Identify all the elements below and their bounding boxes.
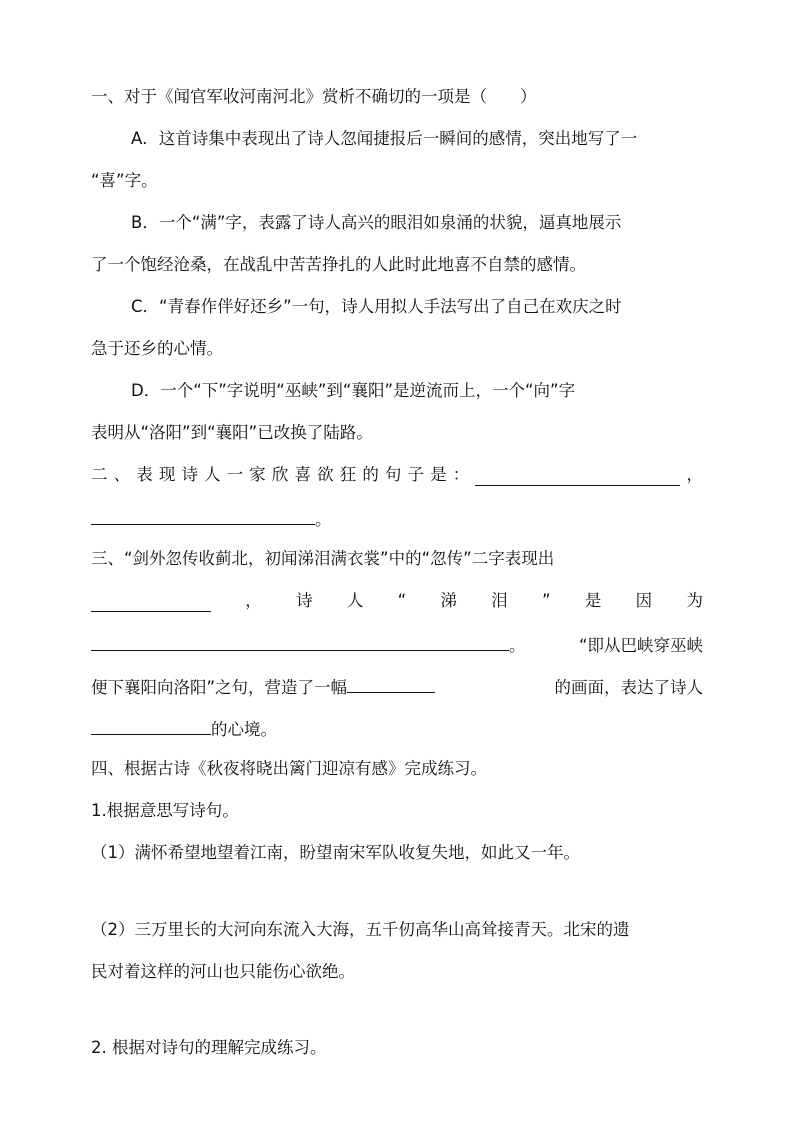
q3-char: 因 bbox=[635, 591, 653, 610]
q1-option-a-line1: A．这首诗集中表现出了诗人忽闻捷报后一瞬间的感情，突出地写了一 bbox=[131, 129, 638, 148]
q2-end: 。 bbox=[315, 510, 332, 529]
q2-char: ： bbox=[452, 465, 470, 484]
q1-option-c-line1: C．“青春作伴好还乡”一句，诗人用拟人手法写出了自己在欢庆之时 bbox=[131, 297, 622, 316]
q3-line5-end: 的心境。 bbox=[211, 720, 277, 739]
q2-answer-blank-1[interactable] bbox=[475, 467, 680, 486]
q1-option-a-line2: “喜”字。 bbox=[91, 171, 158, 190]
q2-char: 欲 bbox=[317, 465, 334, 484]
q3-char: 涕 bbox=[440, 591, 457, 610]
q2-char: 二 bbox=[91, 465, 108, 484]
q3-char: ” bbox=[542, 591, 551, 610]
q1-option-b-line2: 了一个饱经沧桑，在战乱中苦苦挣扎的人此时此地喜不自禁的感情。 bbox=[91, 255, 586, 274]
q4-sub1: 1.根据意思写诗句。 bbox=[91, 801, 239, 820]
q4-stem: 四、根据古诗《秋夜将晓出篱门迎凉有感》完成练习。 bbox=[91, 759, 487, 778]
q1-option-d-line2: 表明从“洛阳”到“襄阳”已改换了陆路。 bbox=[91, 423, 373, 442]
q3-line5 bbox=[91, 716, 277, 741]
q4-item2-line2: 民对着这样的河山也只能伤心欲绝。 bbox=[91, 962, 355, 981]
q2-char: 是 bbox=[430, 465, 447, 484]
q2-char: 家 bbox=[249, 465, 266, 484]
q3-line1: 三、“剑外忽传收蓟北，初闻涕泪满衣裳”中的“忽传”二字表现出 bbox=[91, 549, 555, 568]
q3-answer-blank-1[interactable] bbox=[91, 593, 211, 612]
q1-option-c-line2: 急于还乡的心情。 bbox=[91, 339, 223, 358]
q4-sub2: 2. 根据对诗句的理解完成练习。 bbox=[91, 1038, 327, 1057]
q3-answer-blank-3[interactable] bbox=[347, 674, 435, 693]
q3-char: “ bbox=[397, 591, 407, 610]
q2-char: 一 bbox=[226, 465, 244, 484]
q2-char: 句 bbox=[384, 465, 402, 484]
q2-comma: ， bbox=[686, 465, 703, 484]
q4-item2-line1: （2）三万里长的大河向东流入大海，五千仞高华山高耸接青天。北宋的遗 bbox=[91, 920, 630, 939]
q3-line3-end: 。 bbox=[509, 636, 526, 655]
q2-char: 诗 bbox=[181, 465, 198, 484]
q3-line4-left bbox=[91, 674, 435, 699]
q2-char: 人 bbox=[204, 465, 221, 484]
q3-char: 人 bbox=[346, 591, 364, 610]
q2-char: 喜 bbox=[294, 465, 311, 484]
q3-line3 bbox=[91, 632, 703, 657]
q3-line3-quote: “即从巴峡穿巫峡 bbox=[578, 636, 703, 655]
q3-answer-blank-2[interactable] bbox=[91, 632, 509, 651]
q1-option-d-line1: D．一个“下”字说明“巫峡”到“襄阳”是逆流而上，一个“向”字 bbox=[131, 381, 576, 400]
q2-char: 现 bbox=[158, 465, 176, 484]
q2-answer-blank-2[interactable] bbox=[91, 506, 315, 525]
q1-option-b-line1: B．一个“满”字，表露了诗人高兴的眼泪如泉涌的状貌，逼真地展示 bbox=[131, 213, 622, 232]
q2-char: 欣 bbox=[271, 465, 289, 484]
q2-char: 、 bbox=[113, 465, 131, 484]
q3-line4-b: 的画面，表达了诗人 bbox=[554, 678, 703, 697]
q3-line2 bbox=[91, 590, 703, 612]
q2-char: 狂 bbox=[339, 465, 357, 484]
q3-char: 为 bbox=[686, 591, 703, 610]
q2-line1 bbox=[91, 464, 703, 486]
q3-char: 诗 bbox=[296, 591, 313, 610]
q3-line4 bbox=[91, 674, 703, 699]
q3-line3-left bbox=[91, 632, 526, 657]
q3-char: ， bbox=[245, 591, 262, 610]
q2-line2 bbox=[91, 506, 332, 531]
q3-char: 是 bbox=[584, 591, 602, 610]
q2-char: 子 bbox=[407, 465, 425, 484]
q4-item1: （1）满怀希望地望着江南，盼望南宋军队收复失地，如此又一年。 bbox=[91, 843, 580, 862]
q3-char: 泪 bbox=[491, 591, 508, 610]
q1-stem: 一、对于《闻官军收河南河北》赏析不确切的一项是（ ） bbox=[91, 87, 537, 106]
q2-char: 的 bbox=[362, 465, 379, 484]
q3-answer-blank-4[interactable] bbox=[91, 716, 211, 735]
q3-line4-a: 便下襄阳向洛阳”之句，营造了一幅 bbox=[91, 678, 348, 697]
q2-char: 表 bbox=[136, 465, 153, 484]
